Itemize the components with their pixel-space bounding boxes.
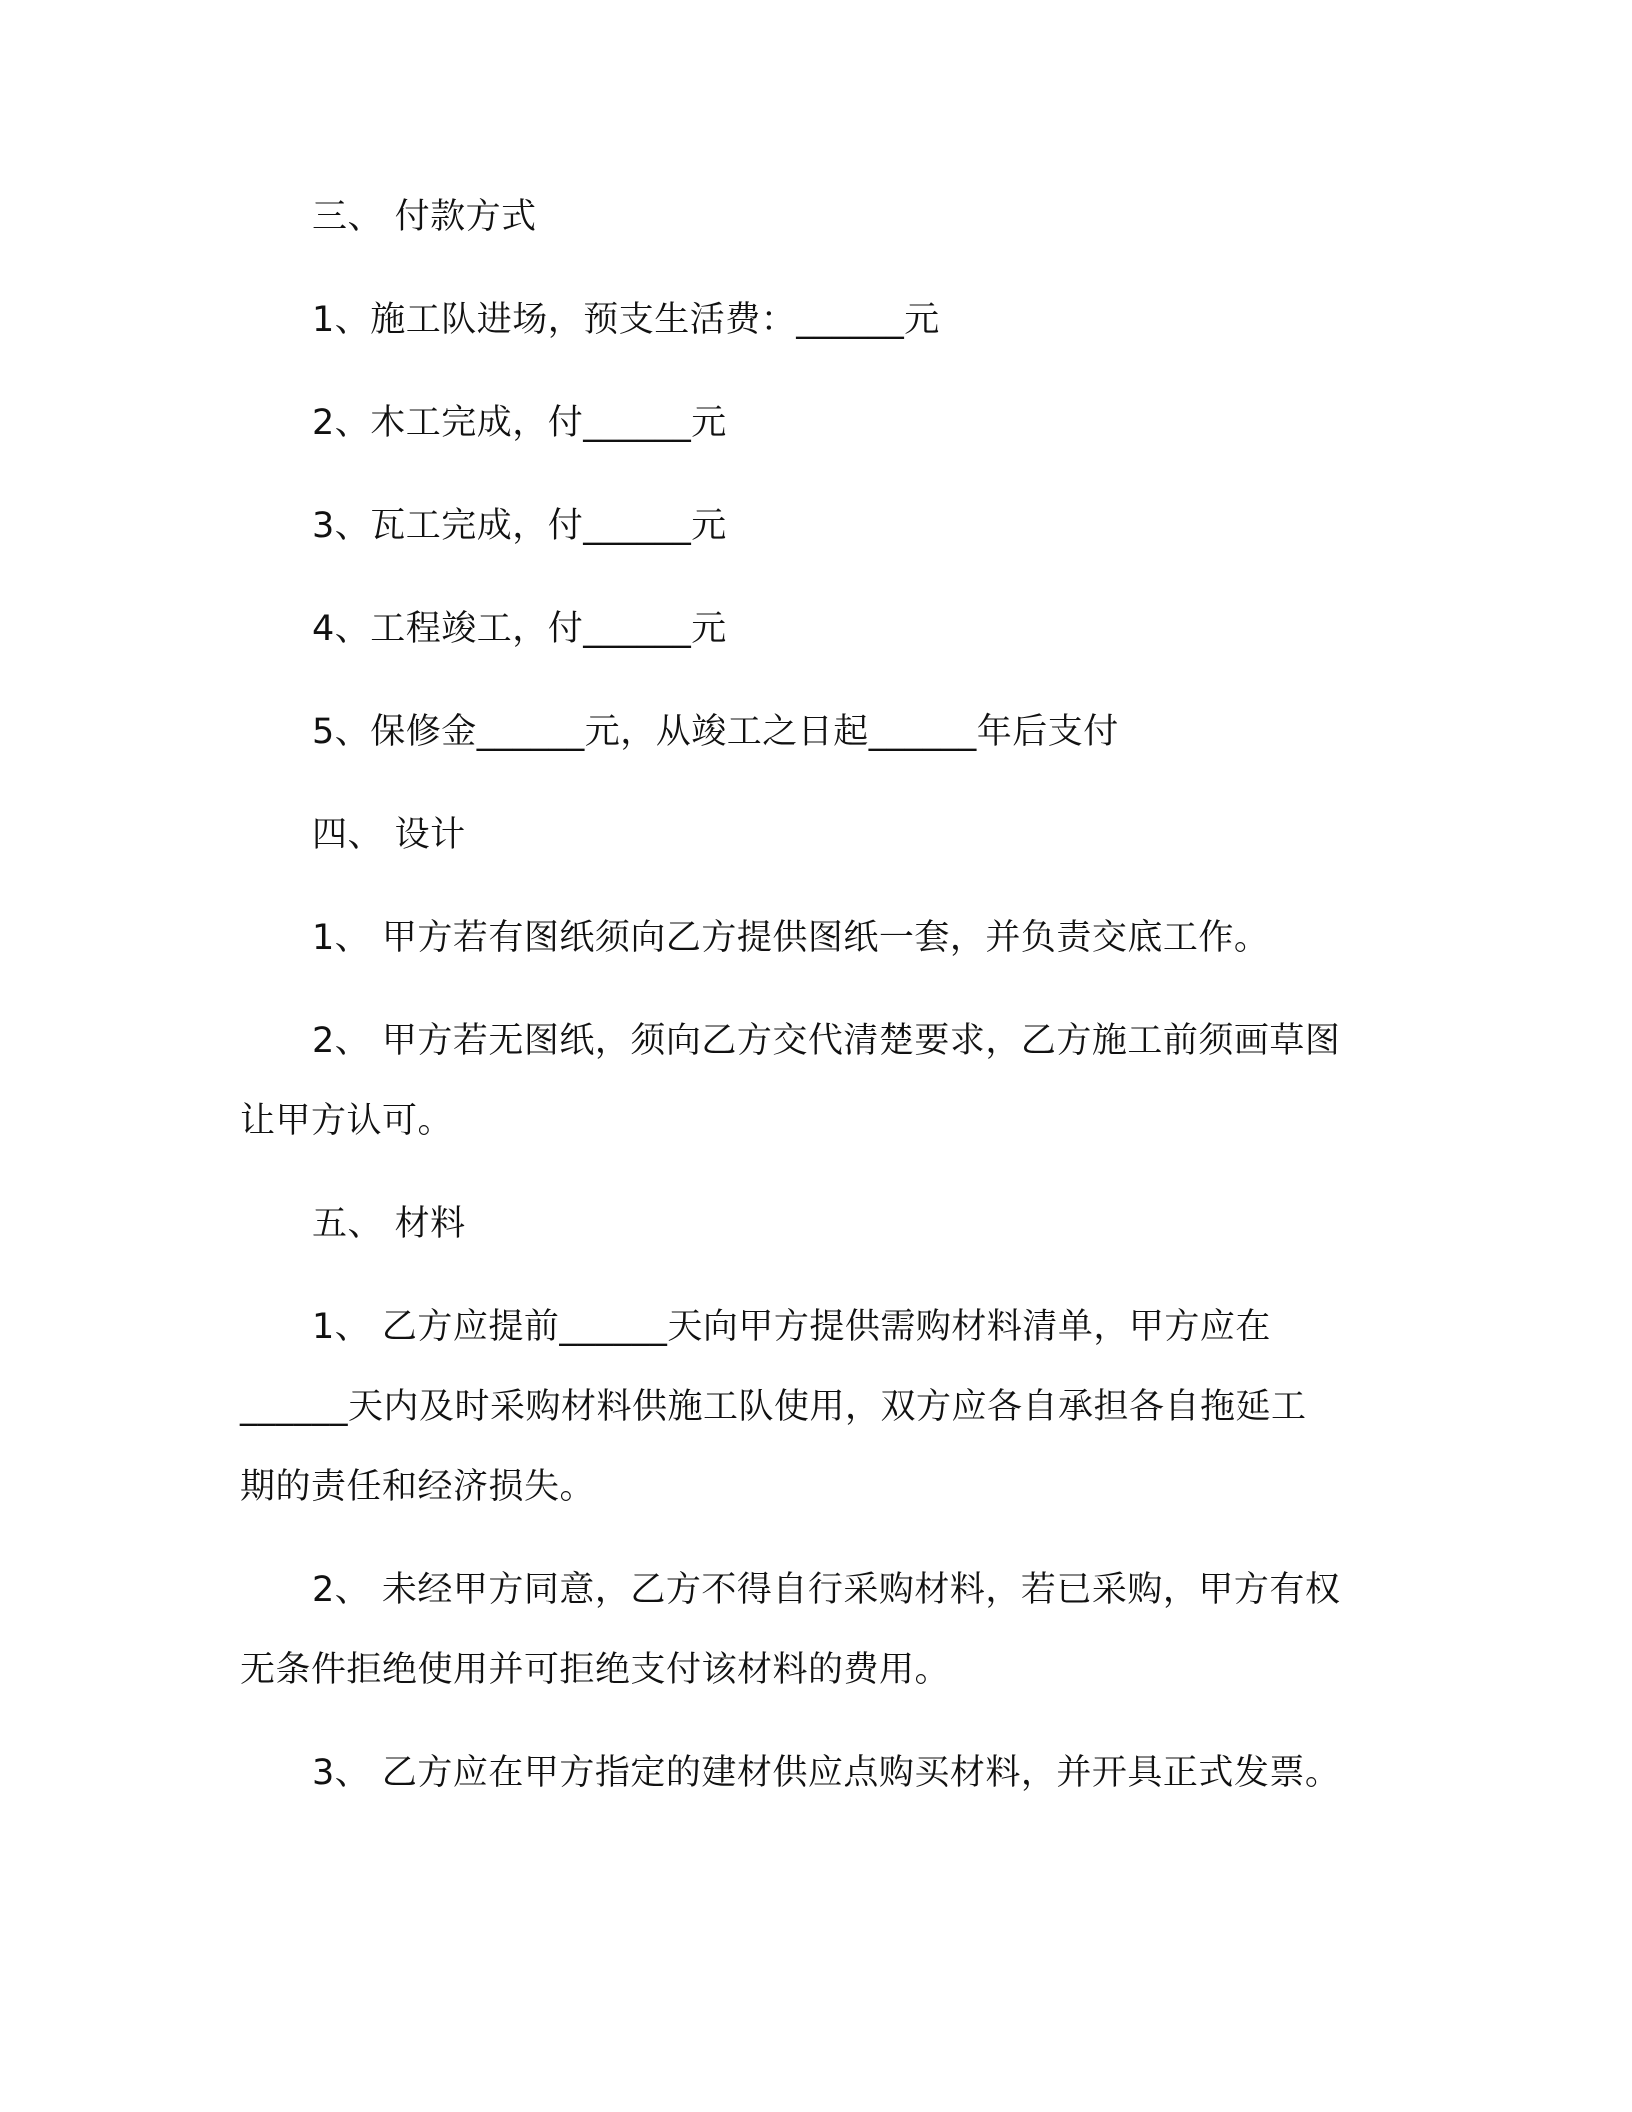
payment-item-1: 1、施工队进场，预支生活费：______元	[312, 300, 940, 340]
materials-item-1-line-1: 1、 乙方应提前______天向甲方提供需购材料清单，甲方应在	[312, 1307, 1271, 1347]
materials-item-2-line-2: 无条件拒绝使用并可拒绝支付该材料的费用。	[240, 1650, 951, 1690]
section-heading-materials: 五、 材料	[312, 1204, 466, 1244]
materials-item-2-line-1: 2、 未经甲方同意，乙方不得自行采购材料，若已采购，甲方有权	[312, 1570, 1341, 1610]
materials-item-3: 3、 乙方应在甲方指定的建材供应点购买材料，并开具正式发票。	[312, 1753, 1341, 1793]
design-item-1: 1、 甲方若有图纸须向乙方提供图纸一套，并负责交底工作。	[312, 918, 1270, 958]
materials-item-1-line-3: 期的责任和经济损失。	[240, 1467, 596, 1507]
materials-item-1-line-2: ______天内及时采购材料供施工队使用，双方应各自承担各自拖延工	[240, 1387, 1307, 1427]
payment-item-3: 3、瓦工完成，付______元	[312, 506, 727, 546]
payment-item-5: 5、保修金______元，从竣工之日起______年后支付	[312, 712, 1119, 752]
design-item-2-line-2: 让甲方认可。	[240, 1101, 454, 1141]
payment-item-2: 2、木工完成，付______元	[312, 403, 727, 443]
section-heading-payment: 三、 付款方式	[312, 197, 537, 237]
design-item-2-line-1: 2、 甲方若无图纸，须向乙方交代清楚要求，乙方施工前须画草图	[312, 1021, 1341, 1061]
payment-item-4: 4、工程竣工，付______元	[312, 609, 727, 649]
section-heading-design: 四、 设计	[312, 815, 466, 855]
